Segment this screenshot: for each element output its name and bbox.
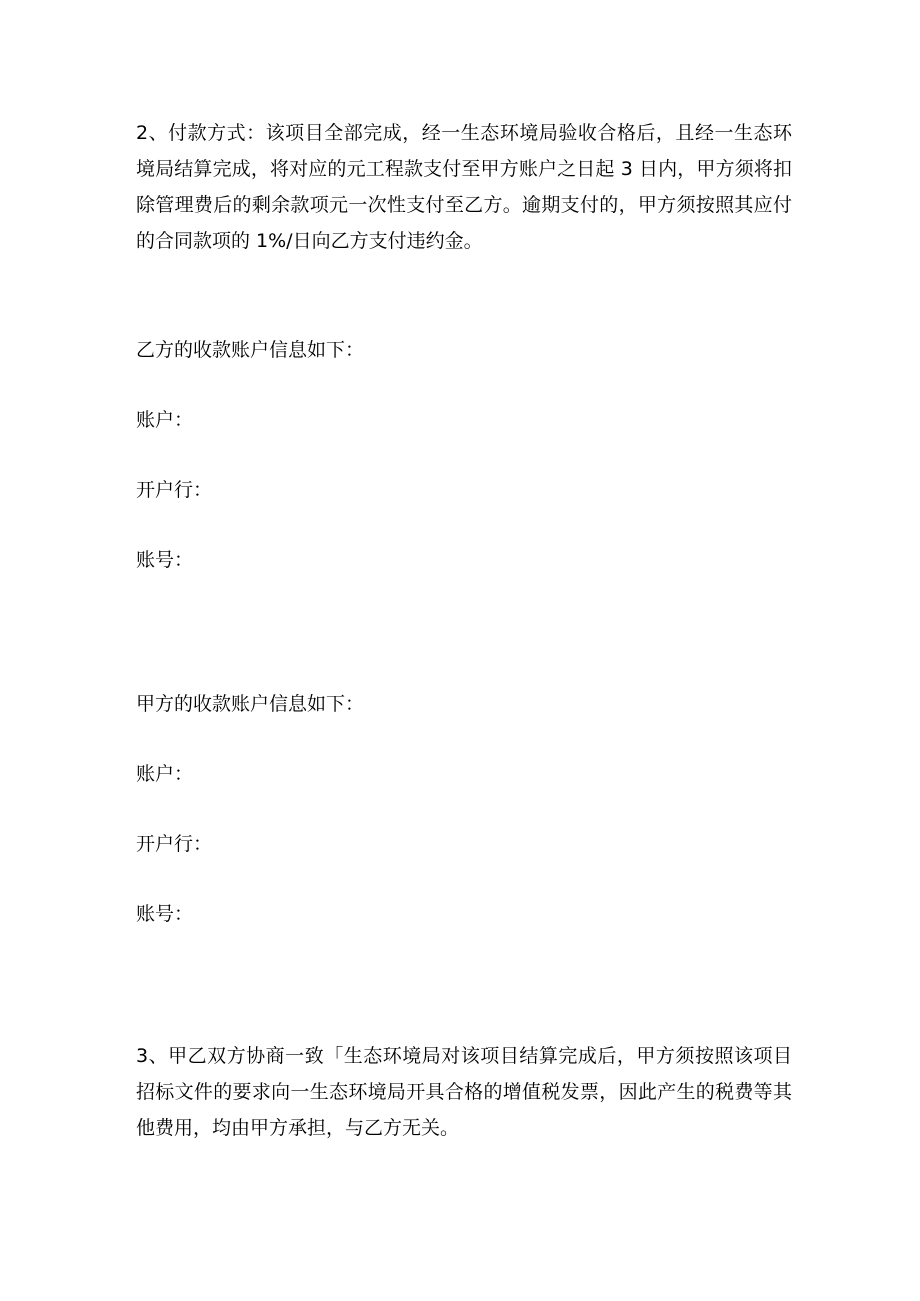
party-b-bank-label: 开户行：	[136, 479, 213, 501]
party-b-account-name-label: 账户：	[136, 409, 194, 431]
party-a-account-heading: 甲方的收款账户信息如下：	[136, 693, 365, 715]
party-b-account-heading: 乙方的收款账户信息如下：	[136, 339, 365, 361]
party-a-bank-label: 开户行：	[136, 833, 213, 855]
party-a-account-number-label: 账号：	[136, 903, 194, 925]
party-b-account-number-label: 账号：	[136, 549, 194, 571]
clause-2-payment-terms: 2、付款方式：该项目全部完成，经一生态环境局验收合格后，且经一生态环境局结算完成，将对应的元工程款支付至甲方账户之日起 3 日内，甲方须将扣除管理费后的剩余款项元一次性支付至乙方。逾期支付的，甲方须按照其应付的合同款项的 1%/日向乙方支付违约金。	[136, 122, 792, 252]
party-a-account-name-label: 账户：	[136, 763, 194, 785]
clause-3-invoice-terms: 3、甲乙双方协商一致「生态环境局对该项目结算完成后，甲方须按照该项目招标文件的要求向一生态环境局开具合格的增值税发票，因此产生的税费等其他费用，均由甲方承担，与乙方无关。	[136, 1045, 792, 1139]
